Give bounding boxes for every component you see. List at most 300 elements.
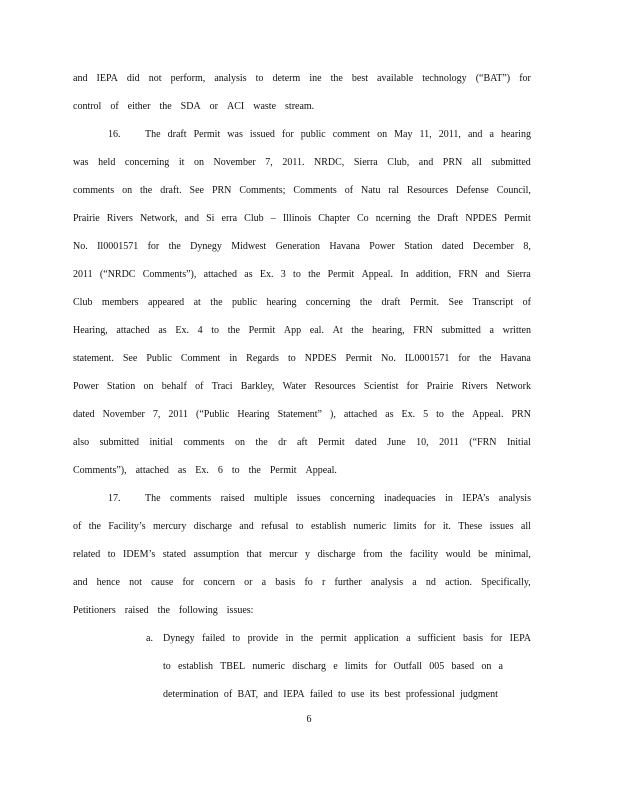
word: basis: [463, 633, 484, 644]
word: Rivers: [461, 381, 488, 392]
word: 2011: [168, 409, 189, 420]
word: hearing: [266, 297, 297, 308]
word: Ex.: [195, 465, 209, 476]
word: –: [270, 213, 276, 224]
word: the: [479, 353, 492, 364]
page-number: 6: [306, 714, 312, 725]
word: PRN: [442, 157, 463, 168]
word: best: [384, 689, 401, 700]
word: Rivers: [106, 213, 133, 224]
word: the: [417, 213, 431, 224]
word: numeric: [353, 521, 387, 532]
word: 7,: [265, 157, 273, 168]
word: Ex.: [175, 325, 189, 336]
word: r: [321, 577, 326, 588]
word: for: [281, 129, 294, 140]
word: NRDC,: [314, 157, 345, 168]
word: Prairie: [426, 381, 454, 392]
word: the: [168, 241, 181, 252]
word: comments: [170, 493, 212, 504]
word: attached: [343, 409, 378, 420]
word: as: [177, 465, 187, 476]
word: discharge: [317, 549, 356, 560]
word: appeared: [148, 297, 185, 308]
word: nd: [425, 577, 436, 588]
word: mercury: [153, 521, 187, 532]
word: for: [490, 633, 503, 644]
word: and: [418, 157, 434, 168]
word: 2011,: [438, 129, 461, 140]
word: of: [195, 381, 204, 392]
text-line: [145, 493, 531, 505]
word: Outfall: [393, 661, 422, 672]
word: eal.: [309, 325, 324, 336]
word: to: [293, 269, 301, 280]
word: on: [143, 381, 154, 392]
word: of: [110, 101, 119, 112]
paragraph-number: 17.: [108, 493, 121, 504]
word: Si: [206, 213, 215, 224]
word: for: [519, 73, 531, 84]
word: Petitioners: [73, 605, 116, 616]
word: hence: [96, 577, 120, 588]
word: December: [472, 241, 514, 252]
word: Scientist: [363, 381, 399, 392]
word: held: [98, 157, 116, 168]
word: ),: [330, 409, 336, 420]
word: assumption: [193, 549, 240, 560]
word: Station: [404, 241, 433, 252]
word: Midwest: [231, 241, 267, 252]
word: erra: [221, 213, 238, 224]
word: (“BAT”): [475, 73, 511, 84]
text-line: [73, 213, 531, 225]
word: a: [261, 577, 267, 588]
word: members: [101, 297, 139, 308]
word: Il0001571: [97, 241, 139, 252]
word: and: [184, 213, 199, 224]
text-line: [73, 437, 531, 449]
word: a: [412, 577, 417, 588]
word: in: [445, 493, 453, 504]
word: and: [73, 577, 88, 588]
word: establish: [177, 661, 213, 672]
text-line: [73, 605, 531, 617]
word: Initial: [506, 437, 531, 448]
word: aft: [296, 437, 308, 448]
word: y: [304, 549, 310, 560]
word: attached: [135, 465, 169, 476]
word: for: [406, 381, 419, 392]
word: SDA: [180, 101, 201, 112]
word: not: [129, 577, 142, 588]
word: to: [255, 73, 264, 84]
word: IL0001571: [404, 353, 450, 364]
word: the: [330, 73, 343, 84]
word: Power: [73, 381, 99, 392]
word: establish: [310, 521, 346, 532]
word: IEPA’s: [462, 493, 490, 504]
word: initial: [149, 437, 173, 448]
word: the: [351, 325, 364, 336]
word: issued: [249, 129, 275, 140]
word: on: [481, 661, 492, 672]
word: concerning: [330, 493, 375, 504]
word: hearing: [500, 129, 531, 140]
word: Hearing: [237, 409, 270, 420]
word: 3: [280, 269, 286, 280]
word: and: [467, 129, 483, 140]
text-line: [73, 409, 531, 421]
word: Network,: [139, 213, 178, 224]
word: mercur: [269, 549, 298, 560]
word: stated: [162, 549, 187, 560]
word: to: [232, 633, 241, 644]
word: from: [363, 549, 383, 560]
word: At: [332, 325, 343, 336]
word: use: [351, 689, 365, 700]
word: Resources: [406, 185, 449, 196]
text-line: [73, 549, 531, 561]
word: best: [351, 73, 368, 84]
word: perform,: [170, 73, 206, 84]
word: comment: [332, 129, 370, 140]
word: to: [436, 409, 444, 420]
word: Sierra: [353, 157, 378, 168]
word: 005: [429, 661, 445, 672]
word: at: [193, 297, 201, 308]
word: 6: [217, 465, 223, 476]
word: FRN: [413, 325, 433, 336]
word: 4: [197, 325, 203, 336]
word: e: [333, 661, 338, 672]
word: based: [451, 661, 475, 672]
word: Natu: [361, 185, 381, 196]
word: (“Public: [196, 409, 230, 420]
word: not: [148, 73, 162, 84]
word: the: [227, 325, 240, 336]
word: concerning: [124, 157, 170, 168]
word: IEPA: [96, 73, 118, 84]
word: App: [283, 325, 302, 336]
word: concerning: [305, 297, 351, 308]
word: of: [522, 297, 531, 308]
word: further: [334, 577, 362, 588]
word: Public: [146, 353, 172, 364]
word: These: [458, 521, 483, 532]
word: or: [209, 101, 219, 112]
word: Club: [73, 297, 93, 308]
word: would: [445, 549, 471, 560]
word: for: [147, 241, 160, 252]
word: ral: [388, 185, 399, 196]
word: analysis: [214, 73, 247, 84]
word: comments: [183, 437, 225, 448]
word: issues:: [226, 605, 254, 616]
word: issues: [489, 521, 514, 532]
word: Permit.: [409, 297, 440, 308]
word: as: [385, 409, 394, 420]
word: following: [178, 605, 218, 616]
word: Havana: [500, 353, 531, 364]
word: behalf: [161, 381, 187, 392]
word: Facility’s: [108, 521, 146, 532]
word: did: [126, 73, 140, 84]
word: cause: [151, 577, 174, 588]
word: See: [122, 353, 138, 364]
word: attached: [116, 325, 150, 336]
text-line: [73, 101, 531, 113]
word: Club: [244, 213, 264, 224]
word: Station: [106, 381, 136, 392]
text-line: [73, 353, 531, 365]
word: also: [73, 437, 90, 448]
word: Comments;: [239, 185, 286, 196]
word: professional: [405, 689, 455, 700]
word: Comments: [293, 185, 337, 196]
word: raised: [220, 493, 245, 504]
word: basis: [275, 577, 296, 588]
word: on: [377, 129, 388, 140]
word: on: [122, 185, 133, 196]
word: written: [502, 325, 531, 336]
word: Traci: [211, 381, 233, 392]
word: June: [387, 437, 406, 448]
word: for: [374, 661, 387, 672]
word: the: [359, 297, 373, 308]
word: related: [73, 549, 101, 560]
word: Havana: [329, 241, 360, 252]
word: for: [458, 353, 471, 364]
list-marker: a.: [146, 633, 153, 644]
text-line: [163, 661, 503, 673]
word: dated: [355, 437, 377, 448]
word: the: [157, 605, 170, 616]
word: IEPA: [283, 689, 305, 700]
word: No.: [73, 241, 88, 252]
word: Specifically,: [481, 577, 531, 588]
word: draft: [167, 129, 187, 140]
word: determ: [272, 73, 301, 84]
word: judgment: [460, 689, 498, 700]
word: See: [189, 185, 204, 196]
word: analysis: [370, 577, 404, 588]
text-line: [73, 577, 531, 589]
word: ine: [309, 73, 322, 84]
word: the: [300, 633, 314, 644]
text-line: [73, 521, 531, 533]
word: Draft: [437, 213, 459, 224]
text-line: [73, 269, 531, 281]
word: attached: [203, 269, 237, 280]
word: a: [489, 325, 494, 336]
word: submitted: [491, 157, 531, 168]
word: in: [285, 633, 294, 644]
word: Council,: [496, 185, 531, 196]
word: limits: [344, 661, 368, 672]
word: or: [244, 577, 253, 588]
word: and: [485, 269, 500, 280]
text-line: [73, 325, 531, 337]
word: Sierra: [506, 269, 531, 280]
word: 2011.: [282, 157, 305, 168]
word: the: [210, 297, 223, 308]
word: available: [377, 73, 414, 84]
word: Water: [282, 381, 307, 392]
word: was: [73, 157, 89, 168]
word: submitted: [441, 325, 481, 336]
word: Permit: [345, 353, 373, 364]
word: Comments”),: [142, 269, 197, 280]
word: public: [231, 297, 257, 308]
word: dated: [73, 409, 95, 420]
word: Co: [357, 213, 369, 224]
word: facility: [409, 549, 439, 560]
word: PRN: [211, 185, 232, 196]
word: waste: [253, 101, 277, 112]
word: was: [227, 129, 243, 140]
word: action.: [445, 577, 472, 588]
word: 11,: [419, 129, 432, 140]
word: comments: [73, 185, 115, 196]
text-line: [73, 73, 531, 85]
word: the: [159, 101, 172, 112]
word: Ex.: [259, 269, 274, 280]
word: submitted: [99, 437, 140, 448]
word: failed: [202, 633, 225, 644]
word: the: [308, 269, 321, 280]
word: NPDES: [304, 353, 337, 364]
word: stream.: [285, 101, 315, 112]
word: Prairie: [73, 213, 100, 224]
word: determination: [163, 689, 219, 700]
text-line: [163, 633, 531, 645]
word: on: [234, 437, 245, 448]
word: (“FRN: [469, 437, 497, 448]
text-line: [73, 465, 531, 477]
word: No.: [381, 353, 396, 364]
word: Regards: [246, 353, 279, 364]
word: Resources: [314, 381, 356, 392]
word: Power: [369, 241, 395, 252]
word: either: [127, 101, 151, 112]
text-line: [73, 157, 531, 169]
word: Generation: [275, 241, 320, 252]
word: Permit: [327, 269, 355, 280]
word: ncerning: [375, 213, 411, 224]
text-line: [73, 185, 531, 197]
word: the: [248, 465, 261, 476]
word: and: [239, 521, 254, 532]
word: In: [400, 269, 409, 280]
word: The: [145, 493, 161, 504]
word: statement.: [73, 353, 114, 364]
word: and: [73, 73, 88, 84]
word: Network: [496, 381, 531, 392]
word: provide: [247, 633, 279, 644]
word: Permit: [269, 465, 297, 476]
word: 10,: [416, 437, 429, 448]
text-line: [145, 129, 531, 141]
word: Permit: [318, 437, 345, 448]
word: The: [145, 129, 161, 140]
word: IDEM’s: [122, 549, 156, 560]
word: November: [213, 157, 256, 168]
word: a: [406, 633, 411, 644]
word: fo: [304, 577, 313, 588]
word: FRN: [458, 269, 478, 280]
word: hearing,: [372, 325, 405, 336]
word: control: [73, 101, 102, 112]
word: to: [211, 325, 220, 336]
word: 8,: [523, 241, 531, 252]
word: that: [246, 549, 262, 560]
word: the: [255, 437, 268, 448]
word: Illinois: [282, 213, 312, 224]
word: numeric: [252, 661, 286, 672]
word: addition,: [415, 269, 452, 280]
word: Hearing,: [73, 325, 108, 336]
word: See: [448, 297, 463, 308]
word: ACI: [227, 101, 245, 112]
word: failed: [309, 689, 333, 700]
word: the: [390, 549, 403, 560]
word: sufficient: [417, 633, 456, 644]
word: the: [88, 521, 101, 532]
word: (“NRDC: [99, 269, 136, 280]
word: as: [158, 325, 167, 336]
word: PRN: [511, 409, 531, 420]
word: as: [244, 269, 253, 280]
word: Statement”: [277, 409, 322, 420]
word: Appeal.: [472, 409, 504, 420]
word: of: [344, 185, 354, 196]
word: Comments”),: [73, 465, 127, 476]
word: Ex.: [401, 409, 416, 420]
word: of: [73, 521, 82, 532]
word: Transcript: [472, 297, 514, 308]
word: draft.: [160, 185, 182, 196]
text-line: [73, 241, 531, 253]
word: analysis: [498, 493, 531, 504]
word: Defense: [455, 185, 489, 196]
word: TBEL: [220, 661, 246, 672]
word: BAT,: [237, 689, 259, 700]
word: Permit: [193, 129, 221, 140]
word: 7,: [152, 409, 161, 420]
word: refusal: [261, 521, 289, 532]
text-line: [73, 381, 531, 393]
word: to: [231, 465, 240, 476]
word: issues: [296, 493, 321, 504]
word: for: [182, 577, 195, 588]
word: public: [300, 129, 326, 140]
word: 5: [423, 409, 429, 420]
word: concern: [203, 577, 235, 588]
word: the: [140, 185, 153, 196]
word: Permit: [248, 325, 276, 336]
word: all: [471, 157, 482, 168]
word: NPDES: [465, 213, 498, 224]
word: May: [394, 129, 413, 140]
word: minimal,: [495, 549, 531, 560]
word: multiple: [253, 493, 288, 504]
word: discharg: [292, 661, 326, 672]
word: IEPA: [509, 633, 531, 644]
word: raised: [124, 605, 149, 616]
word: discharge: [193, 521, 232, 532]
word: November: [102, 409, 145, 420]
